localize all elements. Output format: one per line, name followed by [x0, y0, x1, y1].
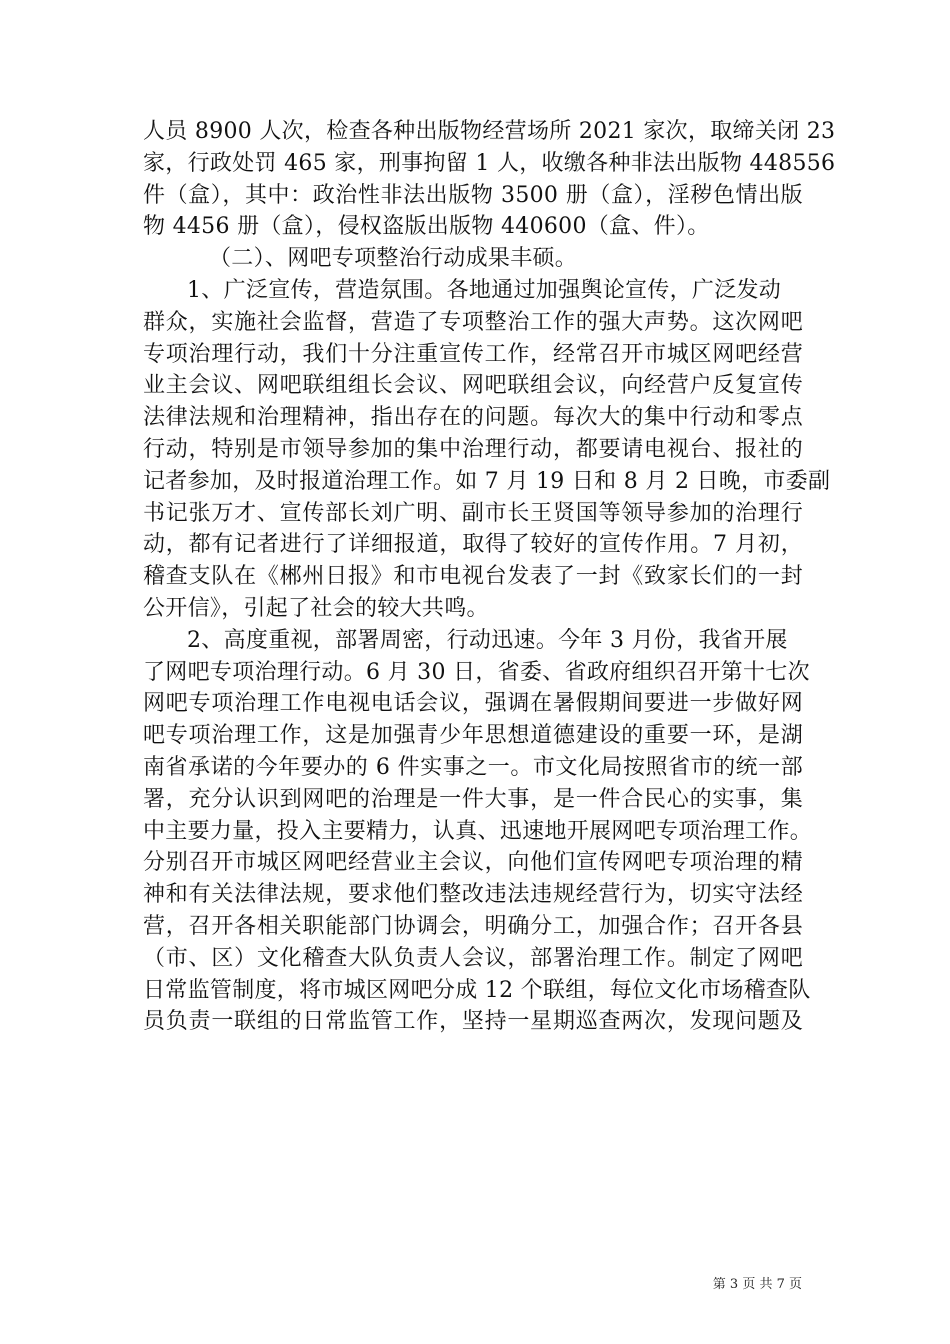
text-line: 法律法规和治理精神，指出存在的问题。每次大的集中行动和零点 [143, 405, 803, 431]
text-line: 2、高度重视，部署周密，行动迅速。今年 3 月份，我省开展 [187, 627, 788, 653]
text-line: 稽查支队在《郴州日报》和市电视台发表了一封《致家长们的一封 [143, 564, 803, 590]
text-line: 群众，实施社会监督，营造了专项整治工作的强大声势。这次网吧 [143, 309, 803, 335]
text-line: 公开信》，引起了社会的较大共鸣。 [143, 595, 489, 621]
text-line: 了网吧专项治理行动。6 月 30 日，省委、省政府组织召开第十七次 [143, 659, 810, 685]
text-line: 行动，特别是市领导参加的集中治理行动，都要请电视台、报社的 [143, 436, 803, 462]
text-line: 人员 8900 人次，检查各种出版物经营场所 2021 家次，取缔关闭 23 [143, 119, 836, 144]
text-line: 营，召开各相关职能部门协调会，明确分工，加强合作；召开各县 [143, 913, 803, 939]
text-line: 中主要力量，投入主要精力，认真、迅速地开展网吧专项治理工作。 [143, 818, 813, 844]
text-line: 1、广泛宣传，营造氛围。各地通过加强舆论宣传，广泛发动 [187, 277, 782, 303]
text-line: 物 4456 册（盒），侵权盗版出版物 440600（盒、件）。 [143, 214, 710, 240]
text-line: 家，行政处罚 465 家，刑事拘留 1 人，收缴各种非法出版物 448556 [143, 150, 836, 176]
text-line: 员负责一联组的日常监管工作，坚持一星期巡查两次，发现问题及 [143, 1009, 803, 1035]
text-line: 分别召开市城区网吧经营业主会议，向他们宣传网吧专项治理的精 [143, 850, 803, 876]
text-line: 吧专项治理工作，这是加强青少年思想道德建设的重要一环，是湖 [143, 723, 803, 749]
text-line: （市、区）文化稽查大队负责人会议，部署治理工作。制定了网吧 [143, 945, 803, 971]
document-body [143, 116, 836, 1038]
text-line: 专项治理行动，我们十分注重宣传工作，经常召开市城区网吧经营 [143, 341, 803, 367]
text-line: 神和有关法律法规，要求他们整改违法违规经营行为，切实守法经 [143, 882, 803, 908]
text-line: 南省承诺的今年要办的 6 件实事之一。市文化局按照省市的统一部 [143, 754, 803, 780]
text-line: 件（盒），其中：政治性非法出版物 3500 册（盒），淫秽色情出版 [143, 182, 803, 208]
text-line: 业主会议、网吧联组组长会议、网吧联组会议，向经营户反复宣传 [143, 373, 803, 399]
text-line: 网吧专项治理工作电视电话会议，强调在暑假期间要进一步做好网 [143, 691, 803, 717]
text-line: 记者参加，及时报道治理工作。如 7 月 19 日和 8 月 2 日晚，市委副 [143, 468, 831, 494]
text-line: 日常监管制度，将市城区网吧分成 12 个联组，每位文化市场稽查队 [143, 977, 811, 1003]
page-number: 第 3 页 共 7 页 [712, 1277, 802, 1292]
text-line: 动，都有记者进行了详细报道，取得了较好的宣传作用。7 月初， [143, 532, 803, 558]
text-line: 书记张万才、宣传部长刘广明、副市长王贤国等领导参加的治理行 [143, 500, 803, 526]
text-line: 署，充分认识到网吧的治理是一件大事，是一件合民心的实事，集 [143, 786, 803, 812]
text-line: （二）、网吧专项整治行动成果丰硕。 [209, 246, 578, 272]
